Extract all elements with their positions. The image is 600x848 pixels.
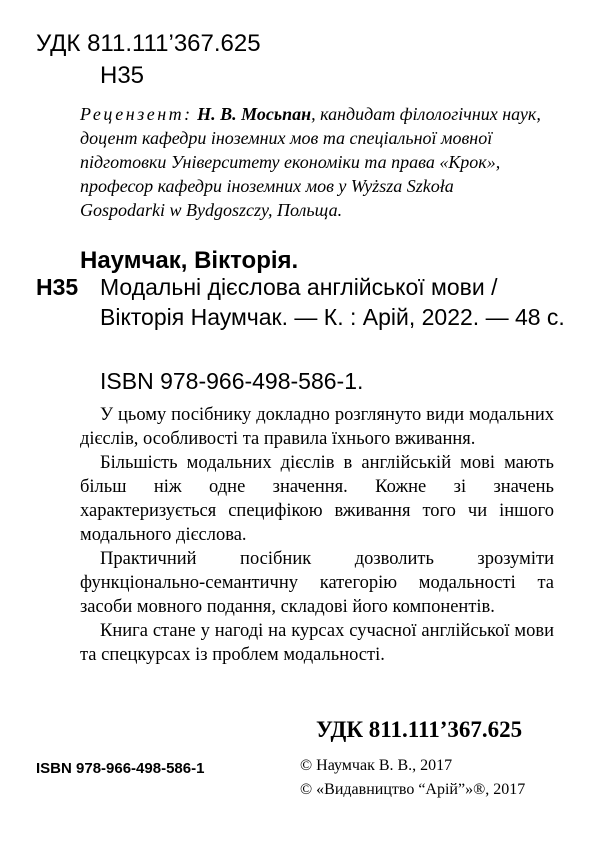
copyright-author: © Наумчак В. В., 2017 bbox=[300, 757, 453, 774]
annotation-paragraph: У цьому посібнику докладно розглянуто види модальних дієслів, особливості та правила їхнього вживання. bbox=[80, 405, 554, 449]
isbn-main: ISBN 978-966-498-586-1. bbox=[100, 368, 364, 394]
udk-footer: УДК 811.111’367.625 bbox=[316, 717, 523, 742]
author-code-header: Н35 bbox=[100, 62, 145, 89]
annotation-paragraph: Книга стане у нагоді на курсах сучасної англійської мови та спецкурсах із проблем модальності. bbox=[80, 621, 554, 665]
reviewer-details: , кандидат філологічних наук, доцент кафедри іноземних мов та спеціальної мовної підготовки Університету економіки та права «Крок», професор кафедри іноземних мов у Wyższa Szkoła Gospodarki w Bydgoszczy, Польща. bbox=[80, 104, 541, 220]
reviewer-name: Н. В. Мосьпан bbox=[197, 104, 312, 124]
isbn-footer: ISBN 978-966-498-586-1 bbox=[36, 760, 205, 777]
author-heading: Наумчак, Вікторія. bbox=[80, 247, 299, 274]
annotation-paragraph: Практичний посібник дозволить зрозуміти функціонально-семантичну категорію модальності та засоби мовного подання, складові його компонентів. bbox=[80, 549, 554, 617]
reviewer-block bbox=[80, 102, 542, 222]
bibliographic-text: Модальні дієслова англійської мови / Вікторія Наумчак. — К. : Арій, 2022. — 48 с. bbox=[100, 274, 565, 330]
bibliographic-description bbox=[100, 272, 568, 332]
annotation-paragraph: Більшість модальних дієслів в англійській мові мають більш ніж одне значення. Кожне зі значень характеризується специфікою вживання того чи іншого модального дієслова. bbox=[80, 453, 554, 545]
udk-header: УДК 811.111’367.625 bbox=[36, 30, 261, 57]
reviewer-label: Рецензент: bbox=[80, 104, 193, 124]
annotation bbox=[80, 403, 554, 667]
copyright-publisher: © «Видавництво “Арій”»®, 2017 bbox=[300, 781, 526, 798]
bibliographic-code: Н35 bbox=[36, 274, 79, 300]
